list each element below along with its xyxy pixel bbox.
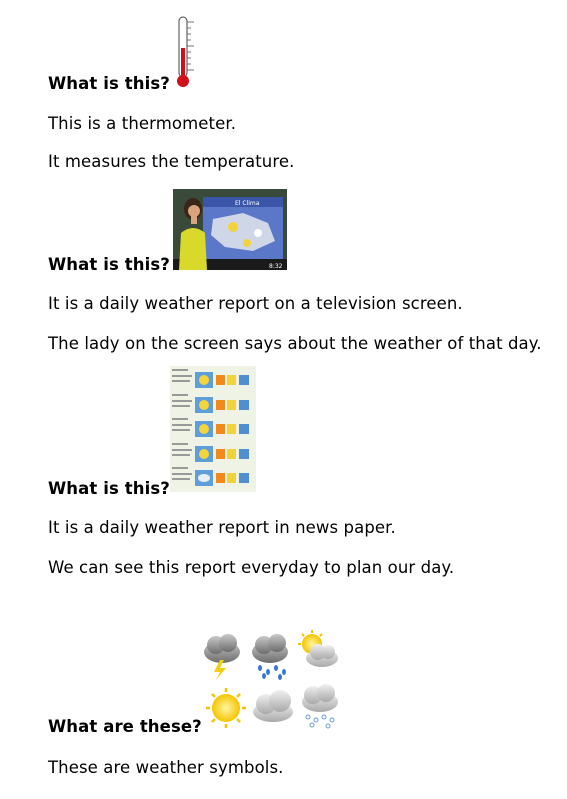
- svg-text:8:32: 8:32: [269, 263, 283, 270]
- rain-cloud-icon: [252, 634, 288, 680]
- thermometer-icon: [172, 14, 212, 94]
- question-1: What is this?: [48, 74, 170, 93]
- question-2: What is this?: [48, 255, 170, 274]
- answer-4-line-1: These are weather symbols.: [48, 758, 284, 777]
- cloudy-icon: [253, 690, 293, 722]
- question-4: What are these?: [48, 717, 202, 736]
- answer-2-line-1: It is a daily weather report on a television screen.: [48, 294, 463, 313]
- tv-weather-report-image: [173, 189, 287, 270]
- question-3: What is this?: [48, 479, 170, 498]
- answer-3-line-1: It is a daily weather report in news paper.: [48, 518, 396, 537]
- newspaper-weather-report-image: [170, 366, 256, 492]
- sun-icon: [206, 688, 246, 728]
- answer-1-line-2: It measures the temperature.: [48, 152, 295, 171]
- answer-1-line-1: This is a thermometer.: [48, 114, 237, 133]
- weather-symbols-image: [200, 630, 345, 730]
- answer-3-line-2: We can see this report everyday to plan our day.: [48, 558, 455, 577]
- answer-2-line-2: The lady on the screen says about the weather of that day.: [48, 334, 542, 353]
- sun-behind-cloud-icon: [298, 630, 338, 667]
- svg-text:El Clima: El Clima: [235, 200, 260, 207]
- snow-cloud-icon: [302, 684, 338, 728]
- thunderstorm-icon: [204, 634, 240, 680]
